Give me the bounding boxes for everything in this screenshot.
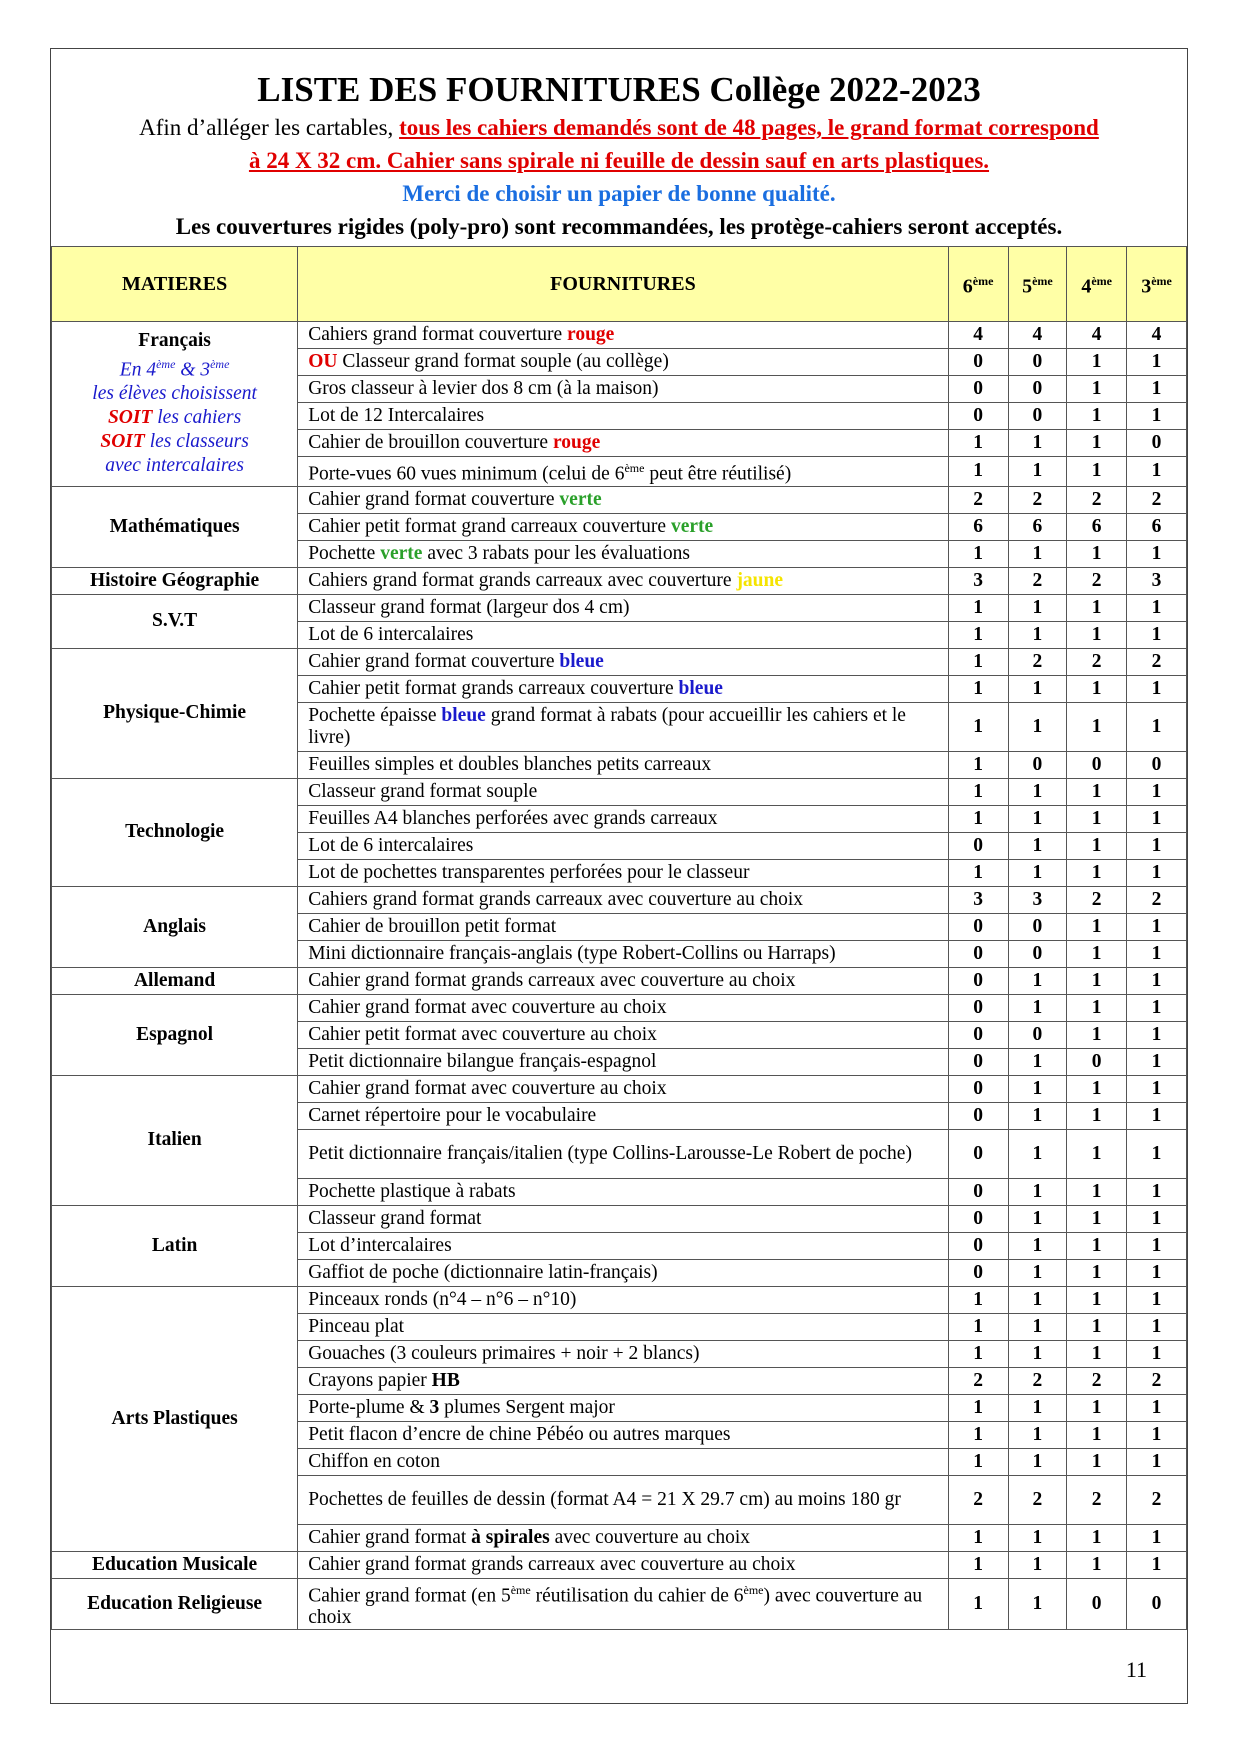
quantity-cell: 1	[1008, 1448, 1067, 1475]
quantity-cell: 1	[1127, 702, 1187, 751]
quantity-cell: 1	[1008, 832, 1067, 859]
quantity-cell: 1	[1127, 994, 1187, 1021]
supply-item: Porte-vues 60 vues minimum (celui de 6ème peut être réutilisé)	[298, 457, 949, 487]
quantity-cell: 3	[948, 886, 1008, 913]
quantity-cell: 2	[1008, 567, 1067, 594]
quantity-cell: 0	[1008, 349, 1067, 376]
quantity-cell: 1	[1008, 594, 1067, 621]
quantity-cell: 2	[1067, 1367, 1127, 1394]
quantity-cell: 1	[1008, 1421, 1067, 1448]
table-row	[52, 778, 1187, 805]
quantity-cell: 1	[1067, 940, 1127, 967]
quantity-cell: 2	[1008, 1475, 1067, 1524]
supply-item: Cahier grand format (en 5ème réutilisation du cahier de 6ème) avec couverture au choix	[298, 1578, 949, 1630]
quantity-cell: 1	[1127, 832, 1187, 859]
quantity-cell: 1	[1008, 1232, 1067, 1259]
quantity-cell: 1	[1008, 702, 1067, 751]
quantity-cell: 2	[948, 486, 1008, 513]
quantity-cell: 1	[1127, 540, 1187, 567]
subject-cell	[52, 994, 298, 1075]
quantity-cell: 1	[1008, 1178, 1067, 1205]
quantity-cell: 1	[1008, 1286, 1067, 1313]
supply-item: Cahier grand format couverture verte	[298, 486, 949, 513]
subject-cell	[52, 886, 298, 967]
quantity-cell: 1	[1067, 967, 1127, 994]
intro-line-2	[51, 144, 1187, 177]
supply-item: Cahier grand format avec couverture au choix	[298, 1075, 949, 1102]
quantity-cell: 1	[1067, 1286, 1127, 1313]
quantity-cell: 0	[948, 403, 1008, 430]
supply-item: Cahier petit format avec couverture au choix	[298, 1021, 949, 1048]
quantity-cell: 0	[1008, 940, 1067, 967]
supply-item: Feuilles A4 blanches perforées avec grands carreaux	[298, 805, 949, 832]
quantity-cell: 2	[1127, 1475, 1187, 1524]
quantity-cell: 1	[1127, 913, 1187, 940]
supply-item: Pochette plastique à rabats	[298, 1178, 949, 1205]
supply-item: Cahier petit format grands carreaux couverture bleue	[298, 675, 949, 702]
quantity-cell: 1	[1127, 1313, 1187, 1340]
table-row	[52, 967, 1187, 994]
quantity-cell: 1	[1008, 1551, 1067, 1578]
subject-name: S.V.T	[152, 610, 198, 631]
quantity-cell: 1	[1127, 859, 1187, 886]
quantity-cell: 0	[948, 349, 1008, 376]
quantity-cell: 2	[1008, 1367, 1067, 1394]
quantity-cell: 0	[948, 1102, 1008, 1129]
supply-item: Petit flacon d’encre de chine Pébéo ou autres marques	[298, 1421, 949, 1448]
quantity-cell: 2	[1067, 648, 1127, 675]
quantity-cell: 1	[1008, 1578, 1067, 1630]
quantity-cell: 1	[948, 1551, 1008, 1578]
quantity-cell: 1	[1008, 1048, 1067, 1075]
quantity-cell: 1	[1067, 457, 1127, 487]
table-row	[52, 567, 1187, 594]
table-row	[52, 486, 1187, 513]
quantity-cell: 1	[1067, 1075, 1127, 1102]
quantity-cell: 1	[1008, 805, 1067, 832]
quantity-cell: 1	[1008, 1340, 1067, 1367]
quantity-cell: 1	[1067, 540, 1127, 567]
quantity-cell: 0	[1008, 913, 1067, 940]
supply-item: Lot de 12 Intercalaires	[298, 403, 949, 430]
subject-name: Technologie	[125, 821, 225, 842]
supply-item: Crayons papier HB	[298, 1367, 949, 1394]
francais-note: En 4ème & 3ème les élèves choisissent SOIT les cahiers SOIT les classeurs avec intercalaires	[92, 356, 257, 476]
page-frame	[50, 48, 1188, 1704]
quantity-cell: 1	[1127, 1340, 1187, 1367]
quantity-cell: 1	[1008, 621, 1067, 648]
quantity-cell: 1	[1127, 805, 1187, 832]
quantity-cell: 1	[1008, 1394, 1067, 1421]
quantity-cell: 1	[1008, 994, 1067, 1021]
subject-name: Arts Plastiques	[111, 1407, 238, 1429]
quantity-cell: 1	[1067, 1021, 1127, 1048]
quantity-cell: 0	[1008, 376, 1067, 403]
quantity-cell: 2	[1008, 648, 1067, 675]
quantity-cell: 2	[1127, 486, 1187, 513]
subject-name: Espagnol	[136, 1023, 214, 1045]
subject-cell	[52, 322, 298, 487]
quantity-cell: 1	[1067, 1129, 1127, 1178]
quantity-cell: 1	[1067, 1205, 1127, 1232]
supply-item: Gros classeur à levier dos 8 cm (à la maison)	[298, 376, 949, 403]
quantity-cell: 0	[948, 832, 1008, 859]
quantity-cell: 0	[948, 1075, 1008, 1102]
quantity-cell: 1	[948, 1524, 1008, 1551]
subject-name: Allemand	[133, 969, 216, 991]
quantity-cell: 1	[1067, 675, 1127, 702]
quantity-cell: 1	[1008, 1075, 1067, 1102]
subject-cell	[52, 1286, 298, 1551]
quantity-cell: 1	[1067, 805, 1127, 832]
quantity-cell: 1	[948, 1421, 1008, 1448]
quantity-cell: 0	[1008, 1021, 1067, 1048]
quantity-cell: 1	[1067, 1448, 1127, 1475]
quantity-cell: 1	[1067, 994, 1127, 1021]
quantity-cell: 1	[1008, 1205, 1067, 1232]
quantity-cell: 1	[1127, 594, 1187, 621]
quantity-cell: 1	[948, 1394, 1008, 1421]
supply-item: OU Classeur grand format souple (au collège)	[298, 349, 949, 376]
quantity-cell: 0	[948, 376, 1008, 403]
supply-item: Gaffiot de poche (dictionnaire latin-français)	[298, 1259, 949, 1286]
quantity-cell: 1	[1127, 376, 1187, 403]
supply-item: Lot de pochettes transparentes perforées pour le classeur	[298, 859, 949, 886]
table-row	[52, 886, 1187, 913]
subject-name: Italien	[147, 1129, 202, 1150]
table-row	[52, 1578, 1187, 1630]
quantity-cell: 1	[1127, 1075, 1187, 1102]
quantity-cell: 1	[1127, 1232, 1187, 1259]
supply-item: Pochette verte avec 3 rabats pour les évaluations	[298, 540, 949, 567]
header-level-3: 3ème	[1127, 247, 1187, 322]
covers-note: Les couvertures rigides (poly-pro) sont recommandées, les protège-cahiers seront acceptés.	[175, 214, 1063, 239]
quantity-cell: 1	[1067, 1232, 1127, 1259]
supply-item: Porte-plume & 3 plumes Sergent major	[298, 1394, 949, 1421]
page-title: LISTE DES FOURNITURES Collège 2022-2023	[257, 70, 981, 109]
quantity-cell: 1	[1127, 675, 1187, 702]
quantity-cell: 1	[1008, 778, 1067, 805]
quantity-cell: 1	[1008, 1524, 1067, 1551]
quantity-cell: 1	[1127, 1178, 1187, 1205]
quantity-cell: 1	[948, 1448, 1008, 1475]
supply-item: Gouaches (3 couleurs primaires + noir + 2 blancs)	[298, 1340, 949, 1367]
supply-item: Petit dictionnaire français/italien (type Collins-Larousse-Le Robert de poche)	[298, 1129, 949, 1178]
supply-item: Cahier grand format couverture bleue	[298, 648, 949, 675]
quantity-cell: 3	[948, 567, 1008, 594]
supplies-table	[51, 246, 1187, 1630]
quantity-cell: 1	[1127, 1524, 1187, 1551]
supply-item: Pochettes de feuilles de dessin (format A4 = 21 X 29.7 cm) au moins 180 gr	[298, 1475, 949, 1524]
quantity-cell: 1	[1127, 967, 1187, 994]
quantity-cell: 1	[948, 1286, 1008, 1313]
quantity-cell: 1	[948, 778, 1008, 805]
quantity-cell: 2	[1067, 567, 1127, 594]
quantity-cell: 1	[948, 457, 1008, 487]
quantity-cell: 1	[948, 1313, 1008, 1340]
quantity-cell: 0	[948, 967, 1008, 994]
header-level-5: 5ème	[1008, 247, 1067, 322]
quantity-cell: 0	[1067, 1578, 1127, 1630]
quantity-cell: 1	[1067, 778, 1127, 805]
supply-item: Cahier grand format grands carreaux avec couverture au choix	[298, 967, 949, 994]
supply-item: Lot de 6 intercalaires	[298, 832, 949, 859]
quantity-cell: 2	[1127, 1367, 1187, 1394]
quantity-cell: 1	[1067, 376, 1127, 403]
quantity-cell: 1	[1127, 778, 1187, 805]
quantity-cell: 1	[1067, 1421, 1127, 1448]
quantity-cell: 1	[948, 702, 1008, 751]
intro-red-text-2: à 24 X 32 cm. Cahier sans spirale ni feuille de dessin sauf en arts plastiques.	[248, 148, 990, 173]
subject-name: Anglais	[143, 915, 207, 937]
subject-cell	[52, 594, 298, 648]
quantity-cell: 2	[948, 1475, 1008, 1524]
quantity-cell: 0	[948, 1129, 1008, 1178]
supply-item: Cahier grand format grands carreaux avec couverture au choix	[298, 1551, 949, 1578]
intro-text: Afin d’alléger les cartables,	[139, 115, 400, 140]
quantity-cell: 1	[948, 675, 1008, 702]
header-level-4: 4ème	[1067, 247, 1127, 322]
quantity-cell: 1	[1127, 403, 1187, 430]
subject-cell	[52, 648, 298, 778]
quantity-cell: 1	[1067, 403, 1127, 430]
quantity-cell: 6	[1127, 513, 1187, 540]
quantity-cell: 1	[1067, 1102, 1127, 1129]
subject-name: Histoire Géographie	[90, 569, 260, 591]
quantity-cell: 2	[1008, 486, 1067, 513]
supply-item: Cahier grand format à spirales avec couverture au choix	[298, 1524, 949, 1551]
quantity-cell: 0	[1008, 403, 1067, 430]
table-body	[52, 322, 1187, 1630]
quantity-cell: 4	[948, 322, 1008, 349]
supply-item: Cahier de brouillon petit format	[298, 913, 949, 940]
quantity-cell: 1	[1127, 457, 1187, 487]
quantity-cell: 2	[1127, 886, 1187, 913]
quantity-cell: 1	[1008, 675, 1067, 702]
quantity-cell: 1	[1067, 1178, 1127, 1205]
supply-item: Carnet répertoire pour le vocabulaire	[298, 1102, 949, 1129]
quantity-cell: 1	[948, 805, 1008, 832]
quantity-cell: 3	[1127, 567, 1187, 594]
supply-item: Lot d’intercalaires	[298, 1232, 949, 1259]
supply-item: Cahier grand format avec couverture au choix	[298, 994, 949, 1021]
quantity-cell: 1	[948, 540, 1008, 567]
quantity-cell: 1	[948, 430, 1008, 457]
quantity-cell: 1	[1127, 1021, 1187, 1048]
supply-item: Petit dictionnaire bilangue français-espagnol	[298, 1048, 949, 1075]
supply-item: Chiffon en coton	[298, 1448, 949, 1475]
quantity-cell: 1	[1067, 702, 1127, 751]
quantity-cell: 1	[1067, 349, 1127, 376]
quantity-cell: 2	[1067, 486, 1127, 513]
quantity-cell: 1	[1067, 1524, 1127, 1551]
subject-cell	[52, 967, 298, 994]
quantity-cell: 1	[1067, 913, 1127, 940]
quantity-cell: 4	[1067, 322, 1127, 349]
quantity-cell: 1	[1067, 1313, 1127, 1340]
subject-name: Education Musicale	[91, 1553, 258, 1575]
quantity-cell: 0	[1008, 751, 1067, 778]
quantity-cell: 1	[1067, 594, 1127, 621]
supply-item: Pinceau plat	[298, 1313, 949, 1340]
quantity-cell: 1	[1067, 1394, 1127, 1421]
quantity-cell: 3	[1008, 886, 1067, 913]
quantity-cell: 1	[948, 859, 1008, 886]
quantity-cell: 1	[1067, 1259, 1127, 1286]
subject-name: Education Religieuse	[87, 1592, 263, 1614]
quantity-cell: 1	[1008, 1313, 1067, 1340]
header-level-6: 6ème	[948, 247, 1008, 322]
subject-name: Latin	[151, 1234, 198, 1256]
quantity-cell: 0	[1127, 1578, 1187, 1630]
quantity-cell: 1	[1127, 1205, 1187, 1232]
quantity-cell: 1	[1008, 540, 1067, 567]
quantity-cell: 1	[1008, 430, 1067, 457]
quantity-cell: 1	[1127, 349, 1187, 376]
quantity-cell: 1	[1067, 621, 1127, 648]
quantity-cell: 1	[1127, 621, 1187, 648]
quantity-cell: 2	[1067, 886, 1127, 913]
table-row	[52, 1286, 1187, 1313]
quantity-cell: 0	[1127, 751, 1187, 778]
document-header	[51, 69, 1187, 243]
intro-red-text-1: tous les cahiers demandés sont de 48 pages, le grand format correspond	[399, 115, 1099, 140]
table-row	[52, 994, 1187, 1021]
supply-item: Mini dictionnaire français-anglais (type Robert-Collins ou Harraps)	[298, 940, 949, 967]
quantity-cell: 1	[1008, 457, 1067, 487]
quantity-cell: 1	[1127, 1551, 1187, 1578]
quantity-cell: 0	[948, 1259, 1008, 1286]
supply-item: Classeur grand format	[298, 1205, 949, 1232]
quantity-cell: 0	[1127, 430, 1187, 457]
quantity-cell: 1	[948, 594, 1008, 621]
supply-item: Feuilles simples et doubles blanches petits carreaux	[298, 751, 949, 778]
quantity-cell: 0	[948, 1232, 1008, 1259]
quantity-cell: 1	[1067, 430, 1127, 457]
quantity-cell: 1	[1127, 1286, 1187, 1313]
table-header-row	[52, 247, 1187, 322]
quantity-cell: 1	[1127, 940, 1187, 967]
quantity-cell: 6	[1008, 513, 1067, 540]
quantity-cell: 0	[948, 1205, 1008, 1232]
quantity-cell: 1	[1127, 1048, 1187, 1075]
subject-cell	[52, 486, 298, 567]
quantity-cell: 1	[1127, 1394, 1187, 1421]
supply-item: Classeur grand format (largeur dos 4 cm)	[298, 594, 949, 621]
quantity-cell: 0	[948, 1048, 1008, 1075]
quantity-cell: 0	[948, 940, 1008, 967]
quantity-cell: 1	[948, 1340, 1008, 1367]
quantity-cell: 4	[1008, 322, 1067, 349]
quantity-cell: 1	[1067, 859, 1127, 886]
supply-item: Pochette épaisse bleue grand format à rabats (pour accueillir les cahiers et le livre)	[298, 702, 949, 751]
quantity-cell: 4	[1127, 322, 1187, 349]
quantity-cell: 6	[1067, 513, 1127, 540]
quantity-cell: 1	[1127, 1129, 1187, 1178]
quantity-cell: 1	[1127, 1448, 1187, 1475]
subject-cell	[52, 1075, 298, 1205]
subject-cell	[52, 1578, 298, 1630]
table-row	[52, 648, 1187, 675]
quantity-cell: 6	[948, 513, 1008, 540]
quantity-cell: 1	[1067, 1551, 1127, 1578]
supply-item: Cahier petit format grand carreaux couverture verte	[298, 513, 949, 540]
quantity-cell: 0	[1067, 751, 1127, 778]
quantity-cell: 1	[1008, 1102, 1067, 1129]
quantity-cell: 1	[1008, 1259, 1067, 1286]
supply-item: Cahiers grand format grands carreaux avec couverture jaune	[298, 567, 949, 594]
table-row	[52, 594, 1187, 621]
quantity-cell: 0	[948, 1178, 1008, 1205]
intro-line	[51, 111, 1187, 144]
header-matieres: MATIERES	[52, 247, 298, 322]
subject-name: Mathématiques	[109, 515, 240, 537]
quantity-cell: 2	[1067, 1475, 1127, 1524]
quantity-cell: 1	[1127, 1259, 1187, 1286]
table-row	[52, 1075, 1187, 1102]
quantity-cell: 1	[948, 1578, 1008, 1630]
quantity-cell: 1	[1067, 1340, 1127, 1367]
supply-item: Cahiers grand format grands carreaux avec couverture au choix	[298, 886, 949, 913]
quantity-cell: 1	[948, 751, 1008, 778]
supply-item: Lot de 6 intercalaires	[298, 621, 949, 648]
quantity-cell: 1	[1008, 1129, 1067, 1178]
quantity-cell: 0	[1067, 1048, 1127, 1075]
quantity-cell: 1	[1067, 832, 1127, 859]
subject-cell	[52, 1551, 298, 1578]
table-row	[52, 322, 1187, 349]
table-row	[52, 1205, 1187, 1232]
subject-cell	[52, 567, 298, 594]
quantity-cell: 0	[948, 913, 1008, 940]
quantity-cell: 0	[948, 994, 1008, 1021]
quantity-cell: 2	[1127, 648, 1187, 675]
quantity-cell: 2	[948, 1367, 1008, 1394]
subject-cell	[52, 1205, 298, 1286]
supply-item: Cahiers grand format couverture rouge	[298, 322, 949, 349]
quantity-cell: 1	[948, 621, 1008, 648]
subject-name: Français	[138, 329, 211, 351]
header-fournitures: FOURNITURES	[298, 247, 949, 322]
quality-note: Merci de choisir un papier de bonne qualité.	[402, 181, 836, 206]
table-row	[52, 1551, 1187, 1578]
quantity-cell: 1	[1008, 967, 1067, 994]
page-number: 11	[1125, 1657, 1147, 1682]
supply-item: Cahier de brouillon couverture rouge	[298, 430, 949, 457]
quantity-cell: 1	[948, 648, 1008, 675]
subject-name: Physique-Chimie	[103, 702, 247, 723]
supply-item: Classeur grand format souple	[298, 778, 949, 805]
quantity-cell: 1	[1008, 859, 1067, 886]
supply-item: Pinceaux ronds (n°4 – n°6 – n°10)	[298, 1286, 949, 1313]
quantity-cell: 0	[948, 1021, 1008, 1048]
quantity-cell: 1	[1127, 1421, 1187, 1448]
subject-cell	[52, 778, 298, 886]
quantity-cell: 1	[1127, 1102, 1187, 1129]
